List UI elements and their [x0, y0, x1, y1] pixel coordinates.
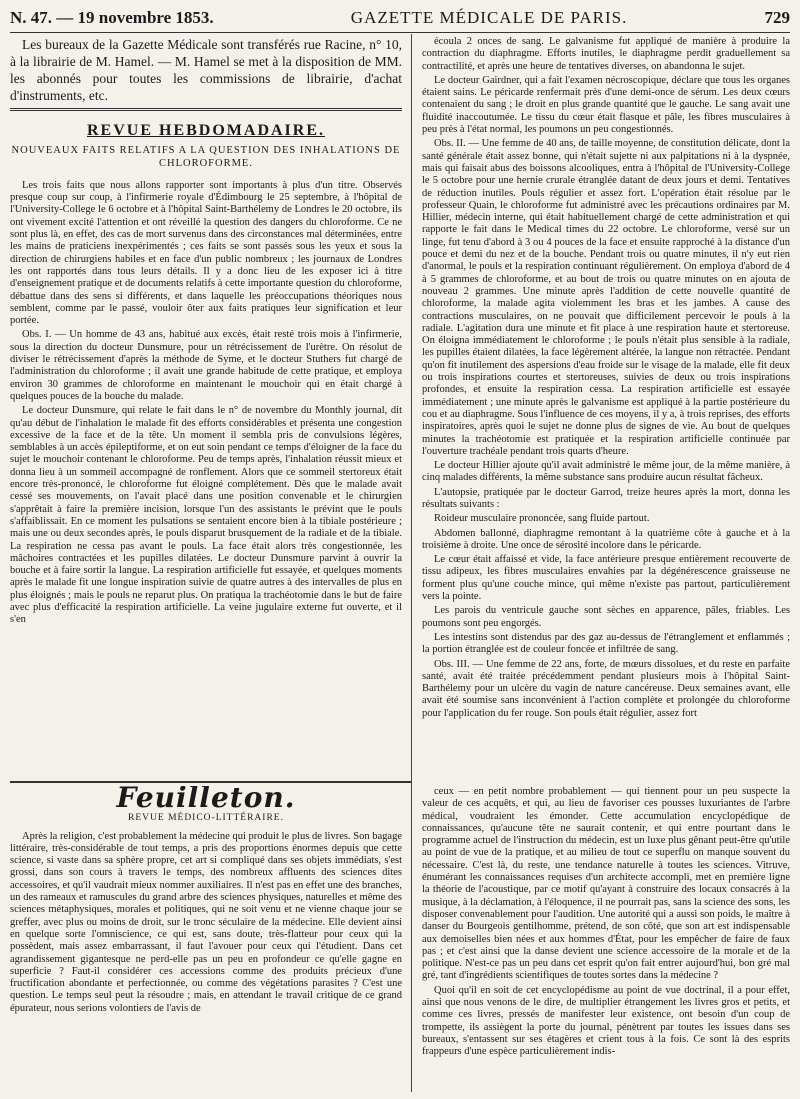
column-divider: [411, 34, 412, 1092]
feuilleton-title: Feuilleton.: [116, 786, 296, 814]
paragraph: Abdomen ballonné, diaphragme remontant à la quatrième côte à gauche et à la troisième à droite. Une once de sérosité incolore dans le péricarde.: [422, 527, 790, 551]
paragraph: Roideur musculaire prononcée, sang fluide partout.: [434, 513, 650, 525]
paragraph: Les parois du ventricule gauche sont sèches en apparence, pâles, friables. Les poumons sont peu engorgés.: [422, 605, 790, 629]
paragraph: Le docteur Gairdner, qui a fait l'examen nécroscopique, déclare que tous les organes étaient sains. Le péricarde renfermait près d'une demi-once de sérum. Les deux cœurs contenaient du sang ; le droit en plus grande quantité que le gauche. Le sang avait une fluidité inaccoutumée. Le tissu du cœur était flasque et pâle, les fibres musculaires à peu près à l'état normal, les poumons un peu congestionnés.: [422, 74, 790, 136]
paragraph: Quoi qu'il en soit de cet encyclopédisme au point de vue doctrinal, il a pour effet, ainsi que nous venons de le dire, de multiplier étrangement les livres gros et petits, et comme ces livres, pressés de manifester leur existence, ont besoin d'un coup de trompette, ils assiègent la porte du journal, pénètrent par toutes les issues dans ses bureaux, s'entassent sur ses étagères et crient tous à la fois. Ce sont là des esprits frappeurs d'une espèce particulièrement indis-: [422, 984, 790, 1058]
issue-line: N. 47. — 19 novembre 1853.: [10, 8, 214, 27]
feuilleton-left: [10, 786, 402, 1092]
left-column: [10, 36, 402, 779]
paragraph: Le docteur Dunsmure, qui relate le fait dans le n° de novembre du Monthly journal, dit qu'au début de l'inhalation le malade fit des efforts considérables et présenta une congestion excessive de la face et de la tête. Un moment il sembla pris de convulsions légères, semblables à un accès épileptiforme, et on eut soin pendant ce temps d'éloigner de la face du sujet le mouchoir contenant le chloroforme. Peu de temps après, l'inhalation réussit mieux et donna lieu à un sommeil accompagné de ronflement. Alors que ce sommeil stertoreux était encore très-prononcé, le chloroforme fut éloigné complétement. Dès que le malade avait cessé ses mouvements, on l'avait placé dans une position convenable et le chirurgien s'apprêtait à faire la première incision, lorsque l'un des assistants le prévint que le pouls s'affaiblissait. En ce moment les pulsations se sentaient encore bien à la tibiale postérieure ; mais une ou deux secondes après, le pouls disparut brusquement de la radiale et de la tibiale. La respiration ne cessa pas avant le pouls. La face était alors très congestionnée, les mâchoires contractées et les pupilles dilatées. Le docteur Dunsmure parvint à ouvrir la bouche et à faire sortir la langue. La respiration artificielle fut essayée, et quelques moments après le malade fit une longue inspiration suivie de quatre autres à des intervalles de plus en plus éloignés ; mais le pouls ne reparut plus. On pratiqua la trachéotomie dans le but de faire avec plus d'efficacité la respiration artificielle. La veine jugulaire externe fut ouverte, et il s'en: [10, 405, 402, 626]
divider: [10, 108, 402, 111]
paragraph: Les intestins sont distendus par des gaz au-dessus de l'étranglement et enflammés ; la portion étranglée est de couleur foncée et infiltrée de sang.: [422, 631, 790, 656]
observation-3: Obs. III. — Une femme de 22 ans, forte, de mœurs dissolues, et du reste en parfaite santé, avait été traitée précédemment pendant plusieurs mois à l'hôpital Saint-Barthélemy pour un ulcère du vagin de nature cancéreuse. Deux semaines avant, elle avait été soumise sans inconvénient à l'action complète et prolongée du chloroforme pour l'application du fer rouge. Son pouls était régulier, assez fort: [422, 658, 790, 719]
notice: Les bureaux de la Gazette Médicale sont transférés rue Racine, n° 10, à la librairie de M. Hamel. — M. Hamel se met à la disposition de MM. les abonnés pour toutes les commissions de librairie, d'achat d'instruments, etc.: [10, 37, 402, 103]
paragraph: Le docteur Hillier ajoute qu'il avait administré le même jour, de la même manière, à cinq malades différents, la même substance sans produire aucun résultat fâcheux.: [422, 460, 790, 484]
feuilleton-subtitle: REVUE MÉDICO-LITTÉRAIRE.: [128, 813, 284, 824]
right-column: [422, 36, 790, 779]
paragraph: L'autopsie, pratiquée par le docteur Garrod, treize heures après la mort, donna les résultats suivants :: [422, 486, 790, 510]
paragraph: Le cœur était affaissé et vide, la face antérieure presque entièrement recouverte de tissu adipeux, les fibres musculaires envahies par la dégénérescence graisseuse ne forment plus qu'une couche mince, qui même n'existe pas partout, particulièrement vers la pointe.: [422, 554, 790, 603]
paper-title: GAZETTE MÉDICALE DE PARIS.: [350, 8, 628, 27]
feuilleton-divider: [10, 781, 411, 783]
section-heading: REVUE HEBDOMADAIRE.: [86, 122, 325, 139]
observation-1: Obs. I. — Un homme de 43 ans, habitué aux excès, était resté trois mois à l'infirmerie, sous la direction du docteur Dunsmure, pour un rétrécissement de l'urètre. On résolut de diviser le rétrécissement d'après la méthode de Syme, et le docteur Stuthers fut chargé de l'administration du chloroforme ; il avait une grande habitude de cette pratique, et employa environ 30 grammes de chloroforme en maintenant le mouchoir qui en était chargé à quelques pouces de la bouche du malade.: [10, 329, 402, 402]
page-number: 729: [764, 8, 790, 27]
paragraph: ceux — en petit nombre probablement — qui tiennent pour un peu suspecte la valeur de ces acquêts, et qui, au lieu de favoriser ces pousses luxuriantes de l'arbre médical, voudraient les émonder. Cette accumulation encyclopédique de connaissances, qu'aucune tête ne saurait contenir, et qui entre pourtant dans le programme actuel de l'instruction du médecin, est un luxe plus gênant peut-être qu'utile au point de vue de la pratique, et au milieu de tout ce superflu on manque souvent du nécessaire. C'est là, du reste, une tendance naturelle à toutes les sciences. Vitruve, énumérant les connaissances requises d'un architecte accompli, met en première ligne la théorie de l'acoustique, par ce motif qu'ayant à construire des locaux consacrés à la musique, à la déclamation, à l'éloquence, il ne pourrait pas, sans la science des sons, les disposer convenablement pour l'audition. Une autorité qui a aussi son poids, le maître à danser du Bourgeois gentilhomme, prétend, de son côté, que son art est indispensable aux demoiselles bien nées et aux hommes d'État, pour les empêcher de faire de faux pas ; et c'est ainsi que la danse devient une science accessoire de la morale et de la politique. N'est-ce pas un peu dans cet esprit qu'on fait entrer aujourd'hui, bon gré mal gré, tant d'ingrédients scientifiques de toutes sortes dans la médecine ?: [422, 786, 790, 982]
article-subheading: NOUVEAUX FAITS RELATIFS A LA QUESTION DES INHALATIONS DE CHLOROFORME.: [11, 145, 401, 169]
paragraph: écoula 2 onces de sang. Le galvanisme fut appliqué de manière à produire la contraction du diaphragme. Efforts inutiles, le diaphragme perdit graduellement sa contractilité, et après une heure de tentatives diverses, on abandonna le sujet.: [422, 36, 790, 72]
paragraph: Après la religion, c'est probablement la médecine qui produit le plus de livres. Son bagage littéraire, très-considérable de tout temps, a pris des proportions énormes depuis que cette science, si vaste dans sa sphère propre, cet art si compliqué dans ses objets immédiats, s'est grossi, dans son cours à travers le temps, des nombreux affluents des sciences dites accessoires, et qu'il vaudrait mieux nommer auxiliaires. Il n'est pas en effet une des branches, un des rameaux et ramuscules du grand arbre des sciences physiques, naturelles et même des sciences métaphysiques, morales et politiques, qui ne soit venu et ne vienne chaque jour se greffer, avec plus ou moins de droit, sur le tronc séculaire de la médecine. Elle devient ainsi en quelque sorte l'omniscience, ce qui est, sans doute, très-flatteur pour ceux qui la possèdent, mais assez embarrassant, il faut l'avouer pour ceux qui l'étudient. Dans cet agrandissement gigantesque ne perd-elle pas un peu en profondeur ce qu'elle gagne en superficie ? Faut-il considérer ces accessions comme des produits précieux d'une fructification abondante et perfectionnée, ou comme des végétations parasites ? C'est une question. Le temps seul peut la résoudre ; mais, en attendant le travail critique de ce grand épurateur, nous serions volontiers de l'avis de: [10, 830, 402, 1014]
observation-2: Obs. II. — Une femme de 40 ans, de taille moyenne, de constitution délicate, dont la santé générale était assez bonne, qui n'était sujette ni aux palpitations ni à la dyspnée, mais qui faisait abus des boissons alcooliques, entra à l'hôpital de l'University-College le 5 octobre pour une hernie crurale étranglée datant de deux jours et demi. Tentatives de réduction inutiles. Pouls régulier et assez fort. L'opération était résolue par le professeur Quain, le chloroforme fut administré avec les précautions ordinaires par M. Hillier, médecin interne, qui était habituellement chargé de cette administration et qui rapporte le fait dans le Medical times du 22 octobre. Le chloroforme, versé sur un linge, fut tenu d'abord à 3 ou 4 pouces de la face et ensuite rapproché à la distance d'un pouce et demi du nez et de la bouche. Pendant trois ou quatre minutes, il n'y eut rien d'anormal, le pouls et la respiration continuant régulièrement. On employa d'abord de 4 à 5 grammes de chloroforme, et au bout de trois ou quatre minutes on en ajouta de nouveau 2 grammes. Une minute après l'addition de cette nouvelle quantité de chloroforme, la malade agita violemment les bras et les jambes. A cause des contractions musculaires, on ne pouvait que difficilement percevoir le pouls à la radiale. L'agitation dura une minute et fit place à une respiration haute et stertoreuse. On éloigna immédiatement le chloroforme ; le pouls n'était plus sensible à la radiale, les pupilles étaient dilatées, la face légèrement altérée, la langue non rétractée. Pendant qu'on fit inutilement des aspersions d'eau froide sur le visage de la malade, elle fit deux ou trois inspirations courtes et stertoreuses, suivies de deux ou trois inspirations profondes, et ensuite la respiration cessa. La respiration artificielle est essayée immédiatement ; une minute après le galvanisme est appliqué à la partie postérieure du cou et au diaphragme. Sous l'influence de ces moyens, il y a, à trois reprises, des efforts inspiratoires, après quoi le sujet ne donne plus de signes de vie. Au bout de quelques minutes la trachéotomie est pratiquée et la respiration artificielle continuée par l'ouverture trachéale pendant trois quarts d'heure.: [422, 138, 790, 457]
feuilleton-right: [422, 786, 790, 1092]
article-intro: Les trois faits que nous allons rapporter sont importants à plus d'un titre. Observés presque coup sur coup, à l'infirmerie royale d'Édimbourg le 25 septembre, à l'hôpital de l'University-College le 6 octobre et à l'hôpital Saint-Barthélemy de Londres le 20 octobre, ils ont vivement excité l'attention et ont réveillé la question des dangers du chloroforme. Ce ne sont plus là, en effet, des cas de mort survenus dans des circonstances mal déterminées, entre les mains de praticiens inexpérimentés ; ces faits se sont passés sous les yeux et sous la direction de chirurgiens habiles et en face d'un public nombreux ; les journaux de Londres les ont rapportés dans tous leurs détails. Il y a donc lieu de les exposer ici à titre d'enseignement pratique et de documents relatifs à cette importante question du chloroforme, débattue dans des sens si différents, et dans laquelle les préoccupations théoriques nous semblent, comme par le passé, vouloir ôter aux faits pratiques leur signification et leur portée.: [10, 179, 402, 327]
masthead: [10, 8, 790, 33]
